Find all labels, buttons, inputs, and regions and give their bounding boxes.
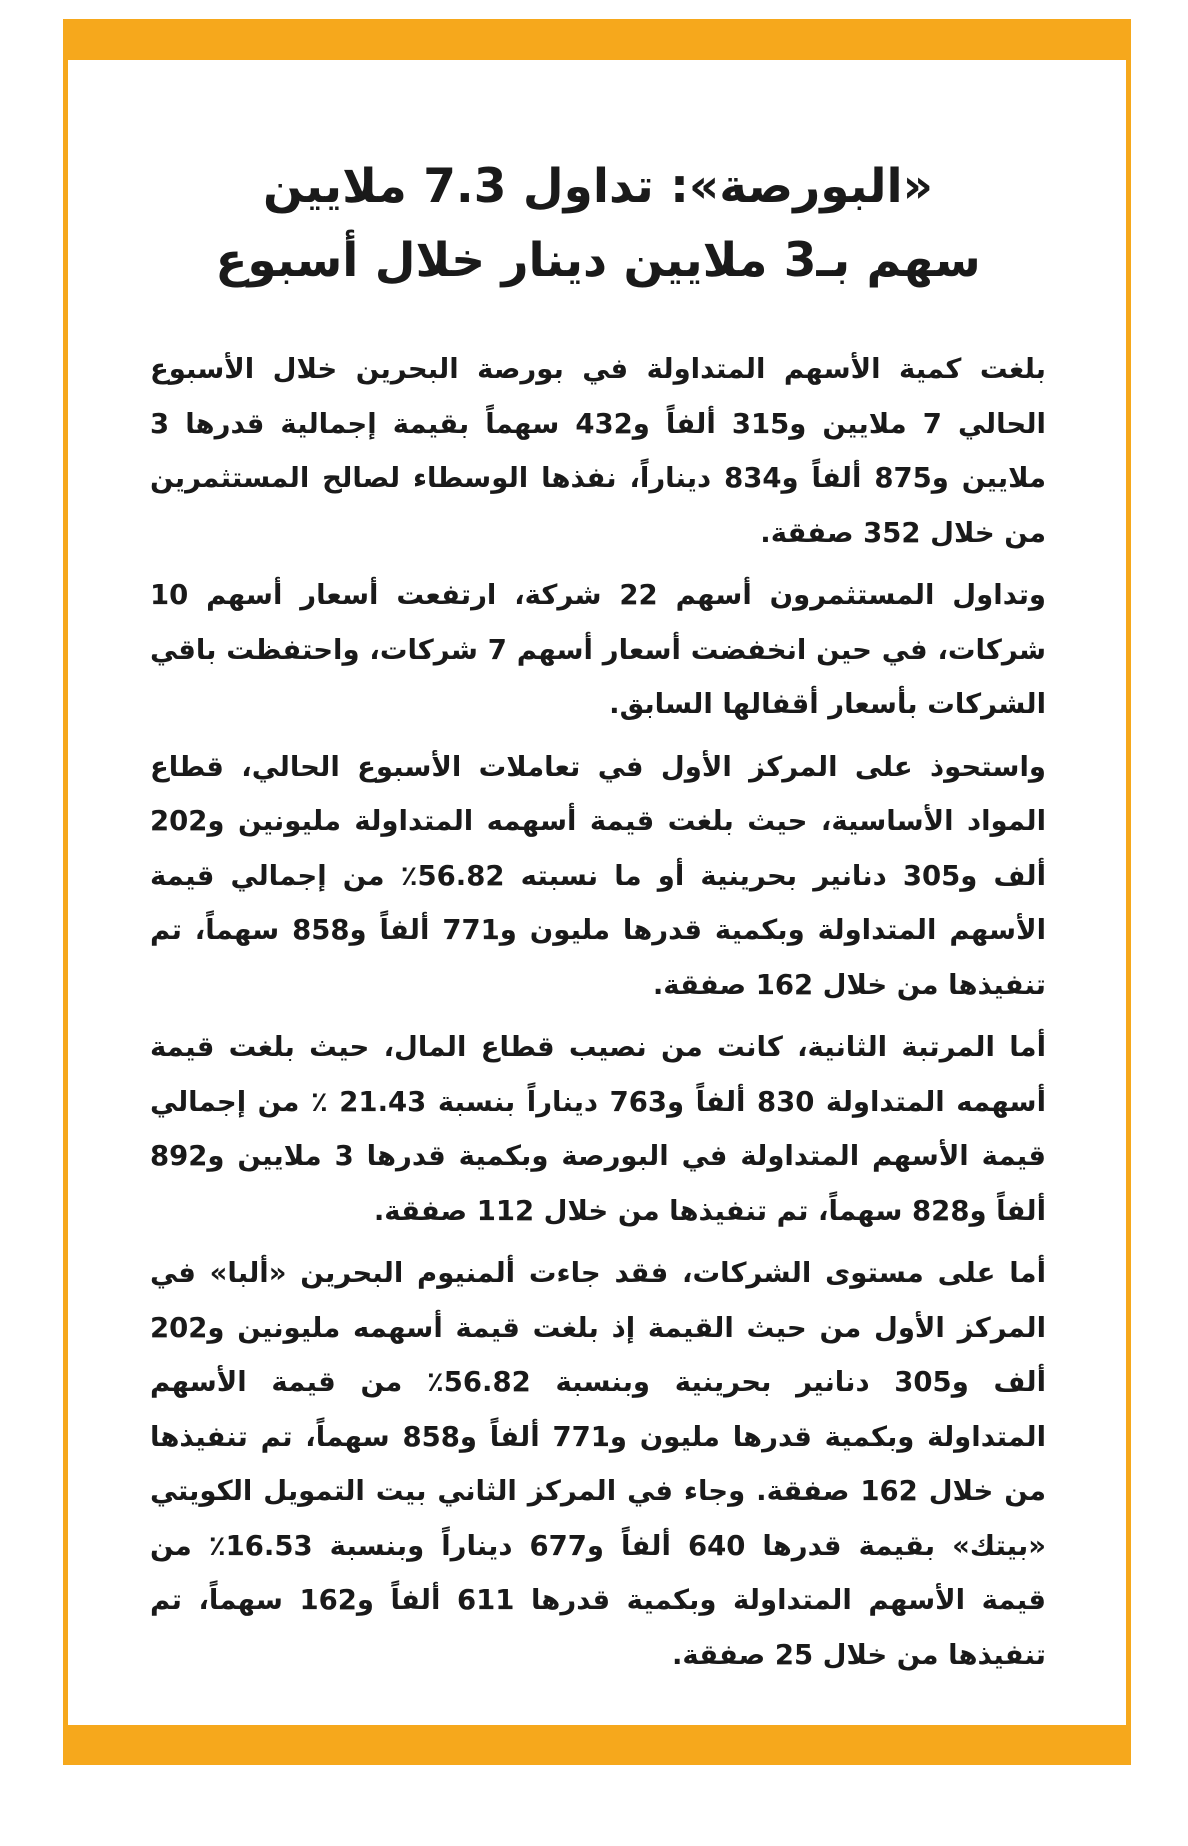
article-paragraph: وتداول المستثمرون أسهم 22 شركة، ارتفعت أسعار أسهم 10 شركات، في حين انخفضت أسعار أسهم 7 شركات، واحتفظت باقي الشركات بأسعار أقفالها السابق. (150, 579, 1046, 720)
article-paragraph: بلغت كمية الأسهم المتداولة في بورصة البحرين خلال الأسبوع الحالي 7 ملايين و315 ألفاً و432 سهماً بقيمة إجمالية قدرها 3 ملايين و875 ألفاً و834 ديناراً، نفذها الوسطاء لصالح المستثمرين من خلال 352 صفقة. (150, 353, 1046, 549)
headline-line-2: سهم بـ3 ملايين دينار خلال أسبوع (215, 233, 981, 288)
article-headline (150, 150, 1046, 298)
headline-line-1: «البورصة»: تداول 7.3 ملايين (262, 159, 934, 214)
article-paragraph: أما المرتبة الثانية، كانت من نصيب قطاع المال، حيث بلغت قيمة أسهمه المتداولة 830 ألفاً و763 ديناراً بنسبة 21.43 ٪ من إجمالي قيمة الأسهم المتداولة في البورصة وبكمية قدرها 3 ملايين و892 ألفاً و828 سهماً، تم تنفيذها من خلال 112 صفقة. (150, 1031, 1046, 1227)
news-article (150, 150, 1046, 1690)
article-paragraph: أما على مستوى الشركات، فقد جاءت ألمنيوم البحرين «ألبا» في المركز الأول من حيث القيمة إذ بلغت قيمة أسهمه مليونين و202 ألف و305 دنانير بحرينية وبنسبة 56.82٪ من قيمة الأسهم المتداولة وبكمية قدرها مليون و771 ألفاً و858 سهماً، تم تنفيذها من خلال 162 صفقة. وجاء في المركز الثاني بيت التمويل الكويتي «بيتك» بقيمة قدرها 640 ألفاً و677 ديناراً وبنسبة 16.53٪ من قيمة الأسهم المتداولة وبكمية قدرها 611 ألفاً و162 سهماً، تم تنفيذها من خلال 25 صفقة. (150, 1257, 1047, 1671)
article-paragraph: واستحوذ على المركز الأول في تعاملات الأسبوع الحالي، قطاع المواد الأساسية، حيث بلغت قيمة أسهمه المتداولة مليونين و202 ألف و305 دنانير بحرينية أو ما نسبته 56.82٪ من إجمالي قيمة الأسهم المتداولة وبكمية قدرها مليون و771 ألفاً و858 سهماً، تم تنفيذها من خلال 162 صفقة. (150, 750, 1046, 1001)
